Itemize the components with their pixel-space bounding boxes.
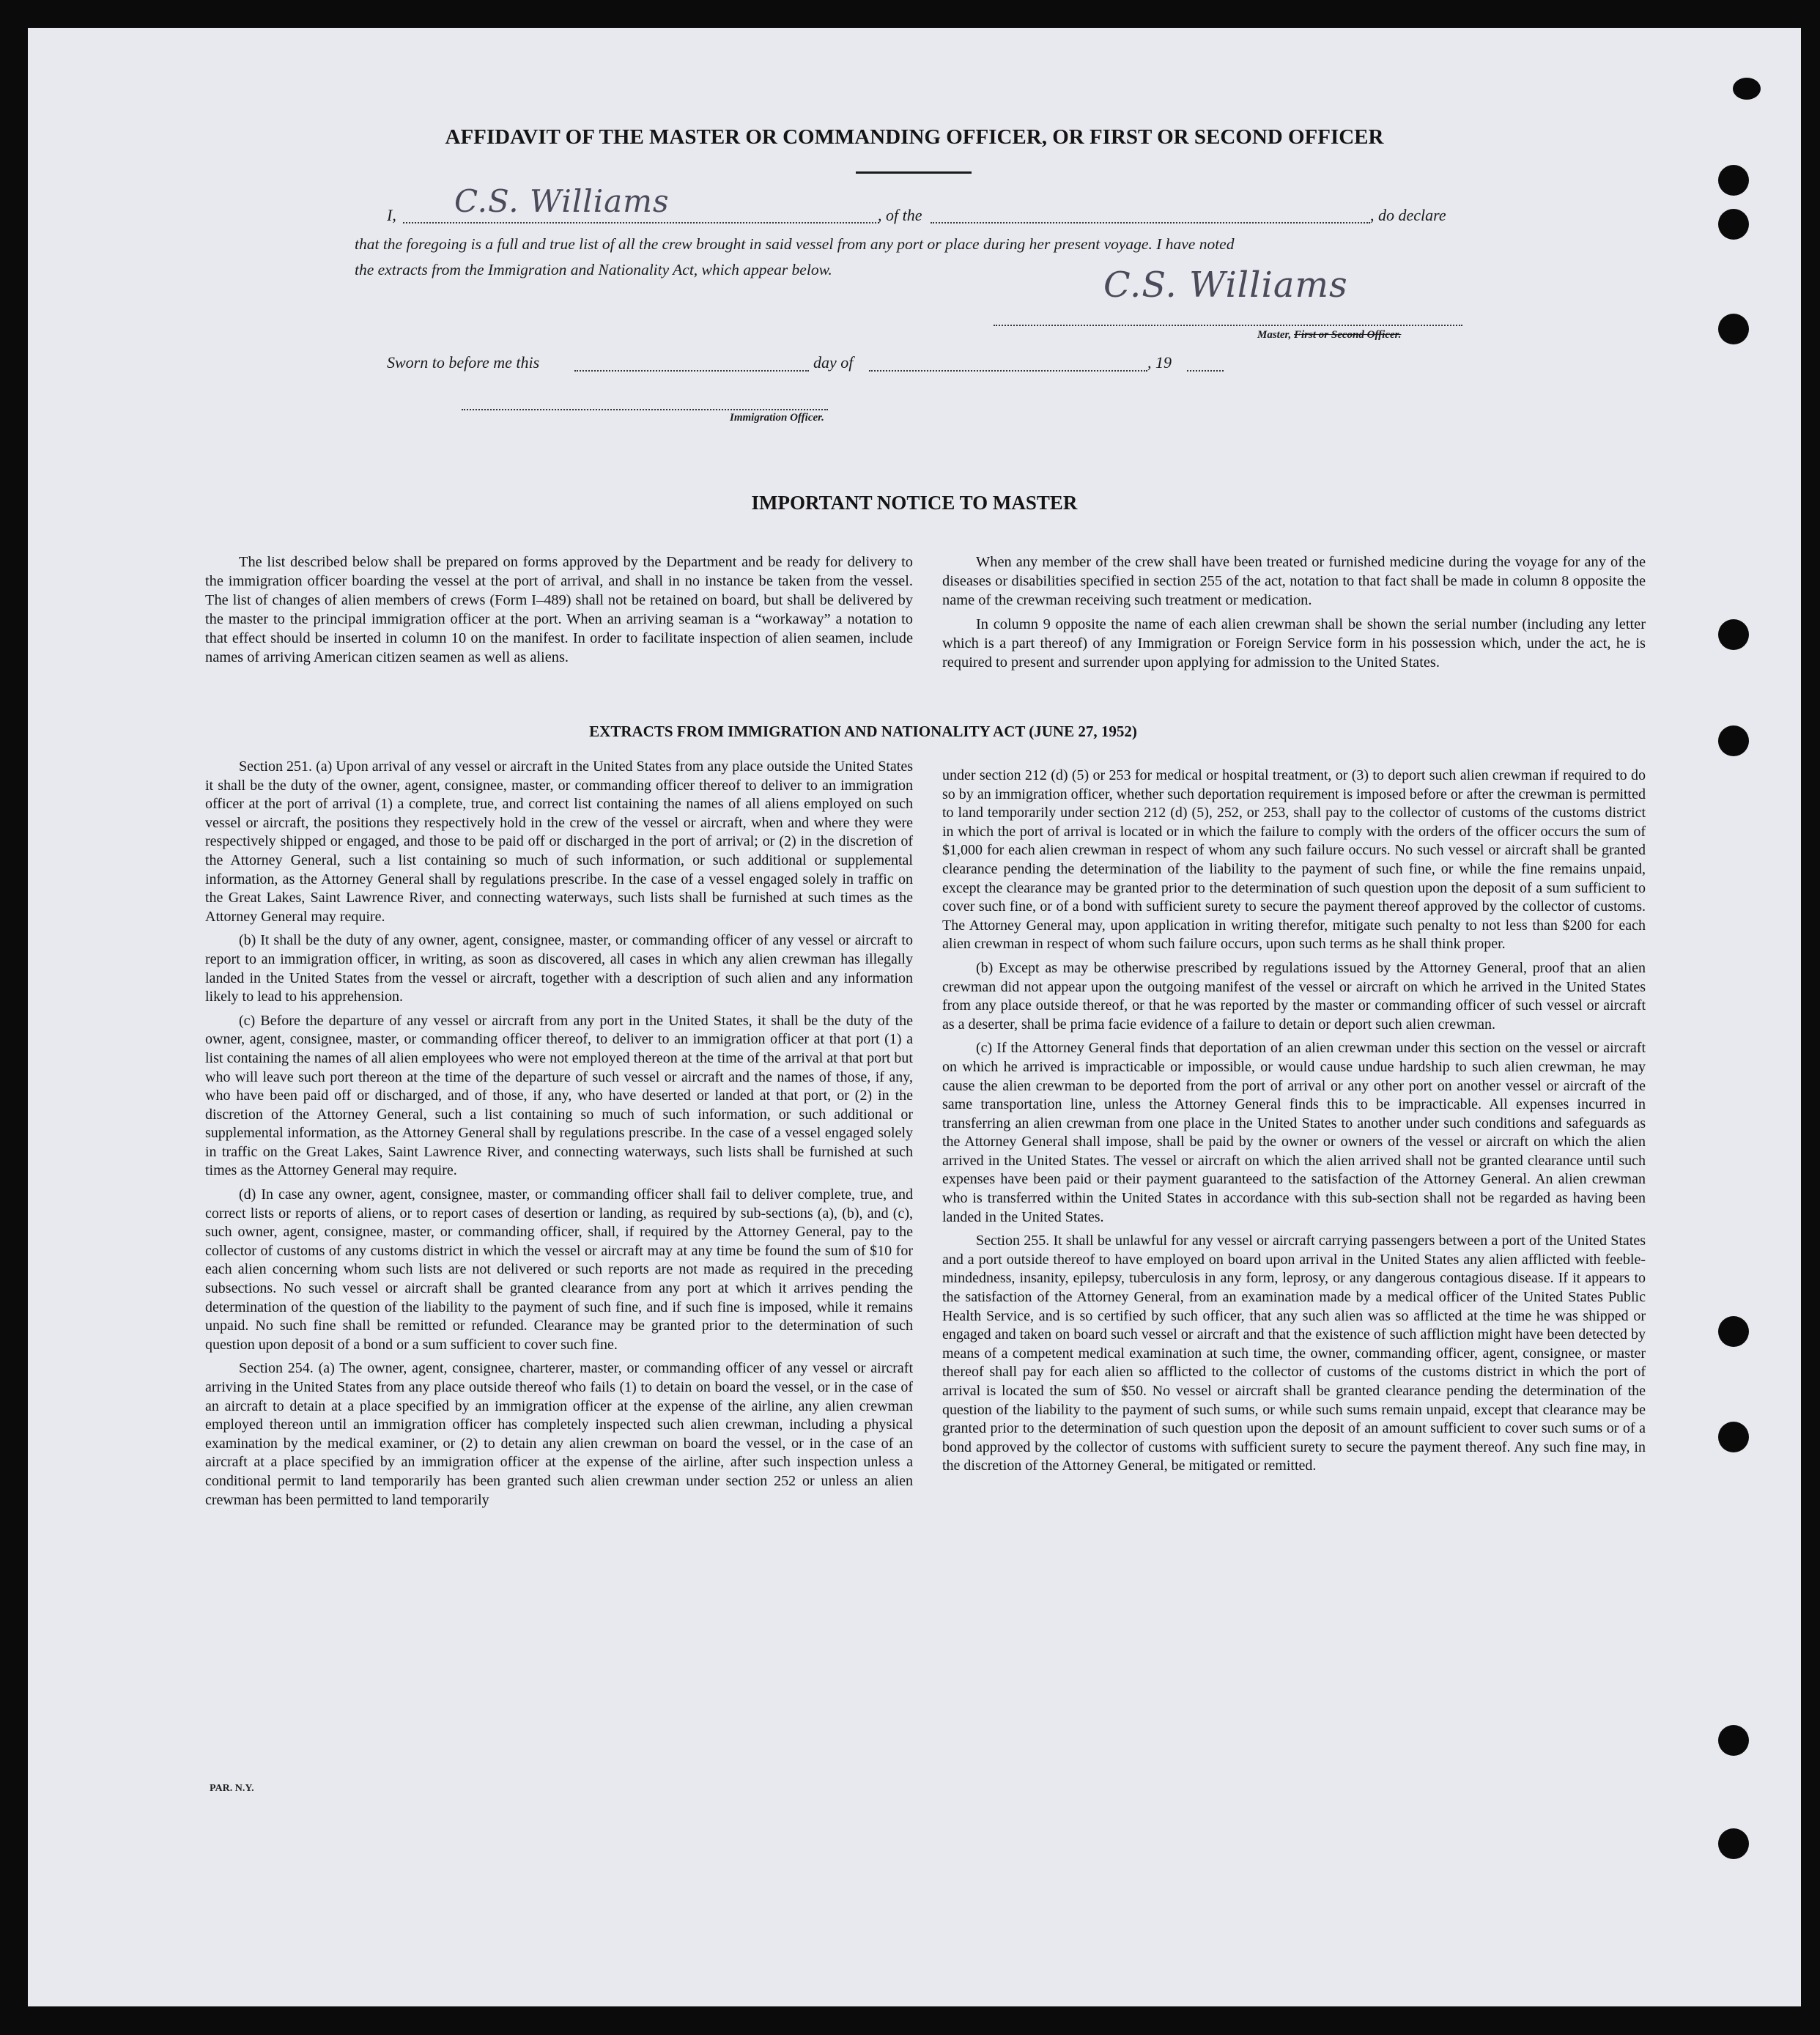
punch-hole bbox=[1718, 314, 1749, 344]
section-251-a: Section 251. (a) Upon arrival of any vessel or aircraft in the United States from any place outside the United States it shall be the duty of the owner, agent, consignee, master, or commanding officer thereof to deliver to an immigration officer at the port of arrival (1) a complete, true, and correct list containing the names of all aliens employed on such vessel or aircraft, the positions they respectively hold in the crew of the vessel or aircraft, when and where they were respectively shipped or engaged, and those to be paid off or discharged in the port of arrival; or (2) in the discretion of the Attorney General, such a list containing so much of such information, or such additional or supplemental information, as the Attorney General shall by regulations prescribe. In the case of a vessel engaged solely in traffic on the Great Lakes, Saint Lawrence River, and connecting waterways, such lists shall be furnished at such times as the Attorney General may require. bbox=[205, 758, 913, 925]
title-underline bbox=[856, 171, 972, 174]
vessel-line bbox=[931, 222, 1370, 224]
notice-left-column bbox=[205, 553, 913, 672]
affidavit-title: AFFIDAVIT OF THE MASTER OR COMMANDING OFFICER, OR FIRST OR SECOND OFFICER bbox=[445, 125, 1384, 149]
punch-hole bbox=[1733, 78, 1761, 100]
notice-left-paragraph: The list described below shall be prepared on forms approved by the Department and be ready for delivery to the immigration officer boarding the vessel at the port of arrival, and shall in no instance be taken from the vessel. The list of changes of alien members of crews (Form I–489) shall not be retained on board, but shall be delivered by the master to the principal immigration officer at the port. When an arriving seaman is a “workaway” a notation to that effect should be inserted in column 10 on the manifest. In order to facilitate inspection of alien seamen, include names of arriving American citizen seamen as well as aliens. bbox=[205, 554, 913, 665]
punch-hole bbox=[1718, 725, 1749, 756]
extracts-title: EXTRACTS FROM IMMIGRATION AND NATIONALITY ACT (JUNE 27, 1952) bbox=[589, 723, 1137, 740]
punch-hole bbox=[1718, 1828, 1749, 1859]
declarant-name-line bbox=[403, 222, 879, 224]
notice-right-paragraph-2: In column 9 opposite the name of each alien crewman shall be shown the serial number (including any letter which is a part thereof) of any Immigration or Foreign Service form in his possession which, under the act, he is required to present and surrender upon applying for admission to the United States. bbox=[942, 616, 1646, 671]
statement-line-1: that the foregoing is a full and true list of all the crew brought in said vessel from any port or place during her present voyage. I have noted bbox=[355, 235, 1235, 253]
do-declare-label: , do declare bbox=[1370, 206, 1446, 224]
notice-title: IMPORTANT NOTICE TO MASTER bbox=[751, 492, 1078, 514]
punch-hole bbox=[1718, 619, 1749, 650]
section-251-b: (b) It shall be the duty of any owner, agent, consignee, master, or commanding officer of any vessel or aircraft to report to an immigration officer, in writing, as soon as discovered, all cases in which any alien crewman has illegally landed in the United States from the vessel or aircraft, together with a description of such alien and any information likely to lead to his apprehension. bbox=[205, 932, 913, 1005]
declarant-signature: C.S. Williams bbox=[454, 183, 670, 219]
printer-mark: PAR. N.Y. bbox=[210, 1783, 254, 1794]
sworn-month-line bbox=[869, 370, 1147, 372]
punch-hole bbox=[1718, 1422, 1749, 1452]
day-of-label: day of bbox=[813, 353, 854, 372]
section-254-c: (c) If the Attorney General finds that deportation of an alien crewman under this section on the vessel or aircraft on which he arrived is impracticable or impossible, or would cause undue hardship to such alien crewman, he may cause the alien crewman to be deported from the port of arrival or any other port on another vessel or aircraft of the same transportation line, unless the Attorney General finds this to be impracticable. All expenses incurred in transferring an alien crewman from one place in the United States to another under such conditions and safeguards as the Attorney General shall impose, shall be paid by the owner or owners of the vessel or aircraft on which the alien arrived in the United States. The vessel or aircraft on which the alien arrived shall not be granted clearance until such expenses have been paid or their payment guaranteed to the satisfaction of the Attorney General. An alien crewman who is transferred within the United States in accordance with this sub-section shall not be regarded as having been landed in the United States. bbox=[942, 1040, 1646, 1225]
section-254-a-cont: under section 212 (d) (5) or 253 for medical or hospital treatment, or (3) to deport such alien crewman if required to do so by an immigration officer, whether such deportation requirement is imposed before or after the crewman is permitted to land temporarily under section 212 (d) (5), 252, or 253, shall pay to the collector of customs of the customs district in which the port of arrival is located or in which the failure to comply with the orders of the officer occurs the sum of $1,000 for each alien crewman in respect of whom any such failure occurs. No such vessel or aircraft shall be granted clearance pending the determination of the liability to the payment of such fine, or while the fine remains unpaid, except the clearance may be granted prior to the determination of such question upon the deposit of a sum sufficient to cover such fine, or of a bond with sufficient surety to secure the payment thereof approved by the collector of customs. The Attorney General may, upon application in writing therefor, mitigate such penalty to not less than $200 for each alien crewman in respect of whom such failure occurs, upon such terms as he shall think proper. bbox=[942, 767, 1646, 953]
section-254-a: Section 254. (a) The owner, agent, consignee, charterer, master, or commanding officer of any vessel or aircraft arriving in the United States from any place outside thereof who fails (1) to detain on board the vessel, or in the case of an aircraft to detain at a place specified by an immigration officer at the expense of the airline, any alien crewman employed thereon until an immigration officer has completely inspected such alien crewman, including a physical examination by the medical examiner, or (2) to detain any alien crewman on board the vessel, or in the case of an aircraft at a place specified by an immigration officer at the expense of the airline, after such inspection unless a conditional permit to land temporarily has been granted such alien crewman under section 252 or unless an alien crewman has been permitted to land temporarily bbox=[205, 1360, 913, 1508]
notice-right-column bbox=[942, 553, 1646, 677]
section-251-c: (c) Before the departure of any vessel or aircraft from any port in the United States, it shall be the duty of the owner, agent, consignee, master, or commanding officer thereof, to deliver to an immigration officer at that port (1) a list containing the names of all alien employees who were not employed thereon at the time of the arrival at that port but who will leave such port thereon at the time of the departure of such vessel or aircraft and the names of those, if any, who have been paid off or discharged, and of those, if any, who have deserted or landed at that port, or (2) in the discretion of the Attorney General, such a list containing so much of such information, or such additional or supplemental information, as the Attorney General shall by regulations prescribe. In the case of a vessel engaged solely in traffic on the Great Lakes, Saint Lawrence River, and connecting waterways, such lists shall be furnished at such times as the Attorney General may require. bbox=[205, 1012, 913, 1179]
immigration-officer-caption: Immigration Officer. bbox=[730, 412, 824, 424]
section-254-b: (b) Except as may be otherwise prescribed by regulations issued by the Attorney General, proof that an alien crewman did not appear upon the outgoing manifest of the vessel or aircraft on which he arrived in the United States from any place outside thereof, or that he was reported by the master or commanding officer of such vessel or aircraft as a deserter, shall be prima facie evidence of a failure to detain or deport such alien crewman. bbox=[942, 959, 1646, 1033]
year-prefix: , 19 bbox=[1147, 353, 1172, 372]
punch-hole bbox=[1718, 1725, 1749, 1756]
master-signature: C.S. Williams bbox=[1103, 265, 1348, 306]
punch-hole bbox=[1718, 1316, 1749, 1347]
section-251-d: (d) In case any owner, agent, consignee, master, or commanding officer shall fail to deliver complete, true, and correct lists or reports of aliens, or to report cases of desertion or landing, as required by sub-sections (a), (b), and (c), such owner, agent, consignee, master, or commanding officer, shall, if required by the Attorney General, pay to the collector of customs of any customs district in which the vessel or aircraft may at any time be found the sum of $10 for each alien concerning whom such lists are not delivered or such reports are not made as required in the preceding subsections. No such vessel or aircraft shall be granted clearance from any port at which it arrives pending the determination of the question of the liability to the payment of such fine, and if such fine is imposed, while it remains unpaid. No such fine shall be remitted or refunded. Clearance may be granted prior to the determination of such question upon deposit of a bond or a sum sufficient to cover such fine. bbox=[205, 1186, 913, 1353]
of-the-label: , of the bbox=[878, 206, 922, 224]
sworn-text: Sworn to before me this bbox=[387, 353, 540, 372]
punch-hole bbox=[1718, 209, 1749, 240]
sworn-year-line bbox=[1187, 370, 1224, 372]
document-page bbox=[28, 28, 1801, 2006]
declare-prefix: I, bbox=[387, 206, 396, 224]
punch-hole bbox=[1718, 165, 1749, 196]
struck-officer-label: First or Second Officer. bbox=[1294, 329, 1402, 341]
extracts-left-column bbox=[205, 758, 913, 1515]
extracts-right-column bbox=[942, 767, 1646, 1481]
master-signature-line bbox=[994, 325, 1462, 326]
sworn-day-line bbox=[574, 370, 809, 372]
statement-line-2: the extracts from the Immigration and Nationality Act, which appear below. bbox=[355, 261, 832, 278]
master-caption bbox=[1257, 329, 1401, 341]
immigration-officer-line bbox=[462, 409, 828, 410]
master-label: Master, bbox=[1257, 329, 1292, 341]
notice-right-paragraph-1: When any member of the crew shall have been treated or furnished medicine during the voyage for any of the diseases or disabilities specified in section 255 of the act, notation to that fact shall be made in column 8 opposite the name of the crewman receiving such treatment or medication. bbox=[942, 554, 1646, 608]
section-255: Section 255. It shall be unlawful for any vessel or aircraft carrying passengers between a port of the United States and a port outside thereof to have employed on board upon arrival in the United States any alien afflicted with feeble-mindedness, insanity, epilepsy, tuberculosis in any form, leprosy, or any dangerous contagious disease. If it appears to the satisfaction of the Attorney General, from an examination made by a medical officer of the United States Public Health Service, and is so certified by such officer, that any such alien was so afflicted at the time he was shipped or engaged and taken on board such vessel or aircraft and that the existence of such affliction might have been detected by means of a competent medical examination at such time, the owner, commanding officer, agent, consignee, or master thereof shall pay for each alien so afflicted to the collector of customs of the customs district in which the port of arrival is located the sum of $50. No vessel or aircraft shall be granted clearance pending the determination of the question of the liability to the payment of such sums, or while such sums remain unpaid, except that clearance may be granted prior to the determination of such question upon the deposit of an amount sufficient to cover such sums or of a bond approved by the collector of customs with sufficient surety to secure the payment thereof. Any such fine may, in the discretion of the Attorney General, be mitigated or remitted. bbox=[942, 1233, 1646, 1474]
